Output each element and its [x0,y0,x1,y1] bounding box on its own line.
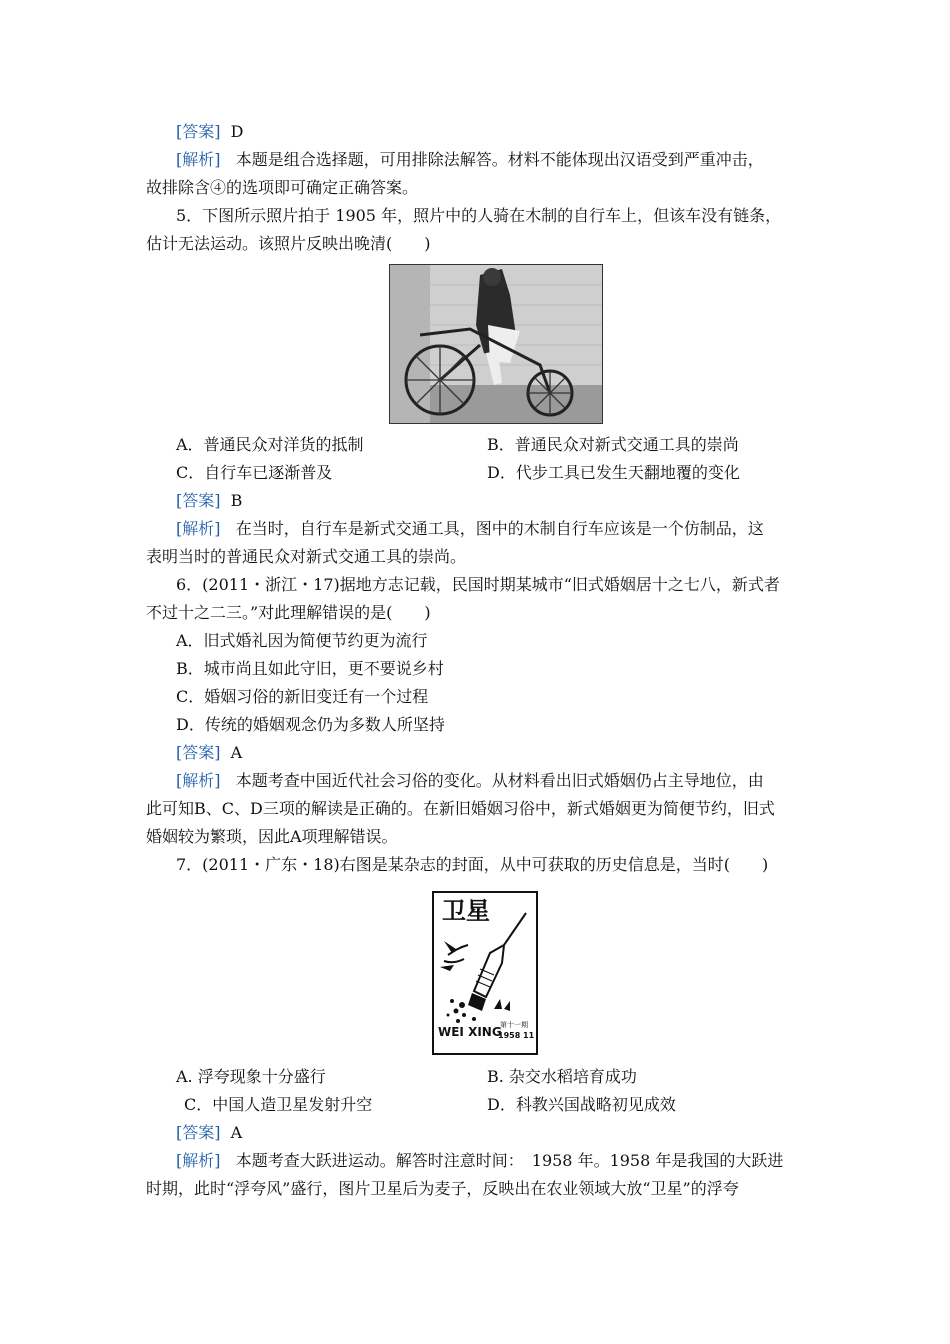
q6-option-d: D．传统的婚姻观念仍为多数人所坚持 [176,715,445,734]
analysis-text: 本题是组合选择题，可用排除法解答。材料不能体现出汉语受到严重冲击， [235,150,764,169]
q6-stem-line2: 不过十之二三。”对此理解错误的是( ) [146,603,431,622]
q5-answer-line [176,490,242,512]
answer-value: D [230,122,244,141]
q4-analysis-line1 [176,149,764,171]
q6-answer-line [176,742,242,764]
analysis-text: 本题考查大跃进运动。解答时注意时间： 1958 年。1958 年是我国的大跃进 [235,1151,784,1170]
answer-value: B [230,491,243,510]
q6-analysis-line1 [176,770,764,792]
analysis-tag: [解析] [176,519,221,538]
q5-analysis-line1 [176,518,764,540]
q6-analysis-line3: 婚姻较为繁琐，因此A项理解错误。 [146,827,398,846]
answer-value: A [230,743,243,762]
answer-value: A [230,1123,243,1142]
q6-option-a: A．旧式婚礼因为简便节约更为流行 [176,631,428,650]
answer-tag: [答案] [176,1123,221,1142]
q5-option-a: A．普通民众对洋货的抵制 [176,435,364,454]
cover-date: 1958 11 [498,1031,535,1040]
q5-option-b: B．普通民众对新式交通工具的崇尚 [487,435,739,454]
answer-tag: [答案] [176,491,221,510]
q5-stem-line1: 5．下图所示照片拍于 1905 年，照片中的人骑在木制的自行车上，但该车没有链条， [176,206,782,225]
q6-option-b: B．城市尚且如此守旧，更不要说乡村 [176,659,444,678]
q6-option-c: C．婚姻习俗的新旧变迁有一个过程 [176,687,429,706]
q7-option-a: A. 浮夸现象十分盛行 [176,1067,326,1086]
cover-brand: WEI XING [438,1025,502,1039]
analysis-tag: [解析] [176,771,221,790]
q4-analysis-line2: 故排除含④的选项即可确定正确答案。 [146,178,419,197]
q7-analysis-line1 [176,1150,783,1172]
q6-stem-line1: 6．(2011・浙江・17)据地方志记载，民国时期某城市“旧式婚姻居十之七八，新式者 [176,575,780,594]
cover-title: 卫星 [442,896,490,925]
q7-option-b: B. 杂交水稻培育成功 [487,1067,637,1086]
q5-stem-line2: 估计无法运动。该照片反映出晚清( ) [146,234,431,253]
q6-analysis-line2: 此可知B、C、D三项的解读是正确的。在新旧婚姻习俗中，新式婚姻更为简便节约，旧式 [146,799,775,818]
q7-answer-line [176,1122,242,1144]
answer-tag: [答案] [176,122,221,141]
analysis-tag: [解析] [176,1151,221,1170]
bicycle-photo [389,264,603,424]
q7-option-d: D．科教兴国战略初见成效 [487,1095,676,1114]
weixing-magazine-cover [432,891,538,1055]
analysis-text: 本题考查中国近代社会习俗的变化。从材料看出旧式婚姻仍占主导地位，由 [235,771,764,790]
q7-analysis-line2: 时期，此时“浮夸风”盛行，图片卫星后为麦子，反映出在农业领域大放“卫星”的浮夸 [146,1179,739,1198]
q7-stem: 7．(2011・广东・18)右图是某杂志的封面，从中可获取的历史信息是，当时( ) [176,855,769,874]
q5-option-d: D．代步工具已发生天翻地覆的变化 [487,463,740,482]
q5-option-c: C．自行车已逐渐普及 [176,463,333,482]
analysis-tag: [解析] [176,150,221,169]
q7-option-c: C．中国人造卫星发射升空 [184,1095,373,1114]
bicycle-photo-image [390,265,602,423]
analysis-text: 在当时，自行车是新式交通工具，图中的木制自行车应该是一个仿制品，这 [235,519,764,538]
q5-analysis-line2: 表明当时的普通民众对新式交通工具的崇尚。 [146,547,467,566]
q4-answer-line [176,121,244,143]
cover-issue-label: 第十一期 [500,1021,528,1029]
answer-tag: [答案] [176,743,221,762]
